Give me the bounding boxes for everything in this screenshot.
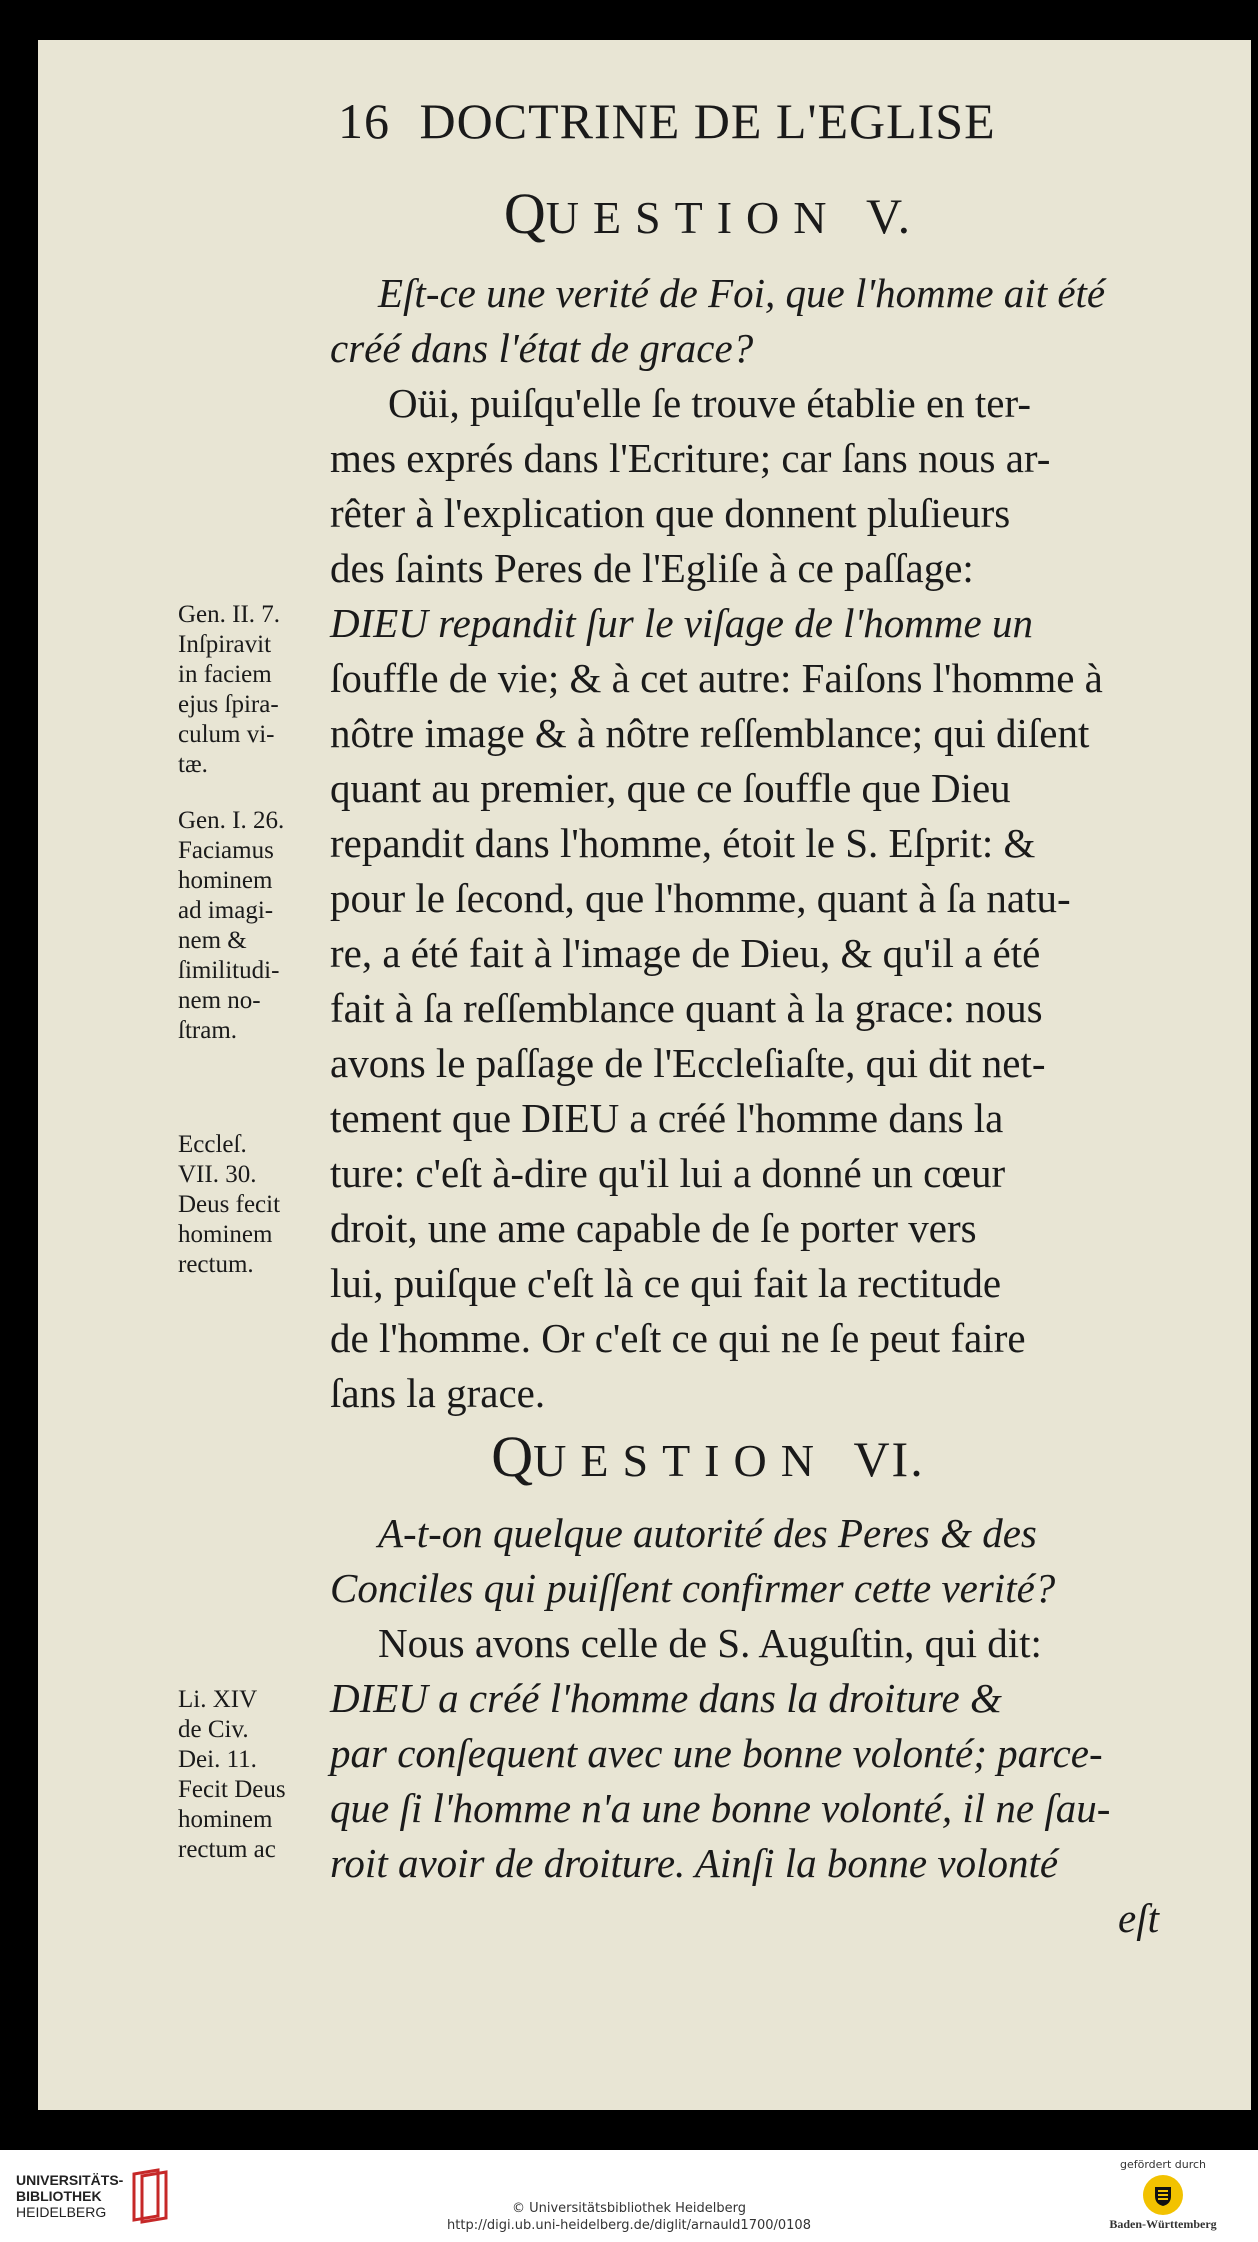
text-line: tement que DIEU a créé l'homme dans la	[330, 1095, 1004, 1141]
text-line: que ſi l'homme n'a une bonne volonté, il ne ſau-	[330, 1785, 1111, 1831]
text-line: de l'homme. Or c'eſt ce qui ne ſe peut faire	[330, 1315, 1026, 1361]
text-line: DIEU repandit ſur le viſage de l'homme un	[330, 600, 1033, 646]
margin-note: Gen. I. 26. Faciamus hominem ad imagi- nem & ſimilitudi- nem no- ſtram.	[178, 807, 285, 1044]
text-line: re, a été fait à l'image de Dieu, & qu'il a été	[330, 930, 1041, 976]
running-header	[338, 92, 1168, 150]
question-6-title: QUESTION VI.	[491, 1424, 925, 1489]
text-line: A-t-on quelque autorité des Peres & des	[378, 1510, 1037, 1556]
text-line: DIEU a créé l'homme dans la droiture &	[330, 1675, 1002, 1721]
text-line: ſouffle de vie; & à cet autre: Faiſons l'homme à	[330, 655, 1103, 701]
margin-note: Li. XIV de Civ. Dei. 11. Fecit Deus hominem rectum ac	[178, 1686, 286, 1863]
margin-note: Gen. II. 7. Inſpiravit in faciem ejus ſpira- culum vi- tæ.	[178, 601, 281, 778]
library-logo: UNIVERSITÄTS- BIBLIOTHEK HEIDELBERG	[16, 2172, 124, 2220]
page-number: 16	[338, 93, 390, 149]
state-crest-icon	[1143, 2175, 1183, 2215]
copyright-notice: © Universitätsbibliothek Heidelberg http://digi.ub.uni-heidelberg.de/diglit/arnauld1700/0108	[0, 2200, 1258, 2234]
text-line: Nous avons celle de S. Auguſtin, qui dit:	[378, 1620, 1042, 1666]
margin-note: Eccleſ. VII. 30. Deus fecit hominem rectum.	[178, 1131, 281, 1278]
sponsor: gefördert durch Baden-Württemberg	[1109, 2158, 1217, 2231]
text-line: fait à ſa reſſemblance quant à la grace: nous	[330, 985, 1043, 1031]
text-line: mes exprés dans l'Ecriture; car ſans nous ar-	[330, 435, 1051, 481]
text-line: Oüi, puiſqu'elle ſe trouve établie en ter-	[388, 380, 1031, 426]
book-page	[38, 40, 1251, 2110]
source-url[interactable]: http://digi.ub.uni-heidelberg.de/diglit/arnauld1700/0108	[447, 2218, 811, 2233]
footer-bar	[0, 2150, 1258, 2242]
text-line: repandit dans l'homme, étoit le S. Eſprit: &	[330, 820, 1036, 866]
question-5-title: QUESTION V.	[503, 181, 913, 246]
text-line: ſans la grace.	[330, 1370, 546, 1416]
text-line: droit, une ame capable de ſe porter vers	[330, 1205, 977, 1251]
text-line: avons le paſſage de l'Eccleſiaſte, qui dit net-	[330, 1040, 1046, 1086]
text-line: roit avoir de droiture. Ainſi la bonne volonté	[330, 1840, 1059, 1886]
text-line: Conciles qui puiſſent confirmer cette verité?	[330, 1565, 1056, 1611]
text-line: eſt	[1118, 1895, 1159, 1941]
running-title: DOCTRINE DE L'EGLISE	[419, 93, 996, 149]
text-line: quant au premier, que ce ſouffle que Dieu	[330, 765, 1011, 811]
text-line: pour le ſecond, que l'homme, quant à ſa natu-	[330, 875, 1071, 921]
text-line: Eſt-ce une verité de Foi, que l'homme ait été	[378, 270, 1106, 316]
text-line: nôtre image & à nôtre reſſemblance; qui diſent	[330, 710, 1090, 756]
text-line: par conſequent avec une bonne volonté; parce-	[330, 1730, 1103, 1776]
text-line: ture: c'eſt à-dire qu'il lui a donné un cœur	[330, 1150, 1006, 1196]
text-line: des ſaints Peres de l'Egliſe à ce paſſage:	[330, 545, 974, 591]
text-line: lui, puiſque c'eſt là ce qui fait la rectitude	[330, 1260, 1002, 1306]
text-line: rêter à l'explication que donnent pluſieurs	[330, 490, 1011, 536]
text-line: créé dans l'état de grace?	[330, 325, 754, 371]
